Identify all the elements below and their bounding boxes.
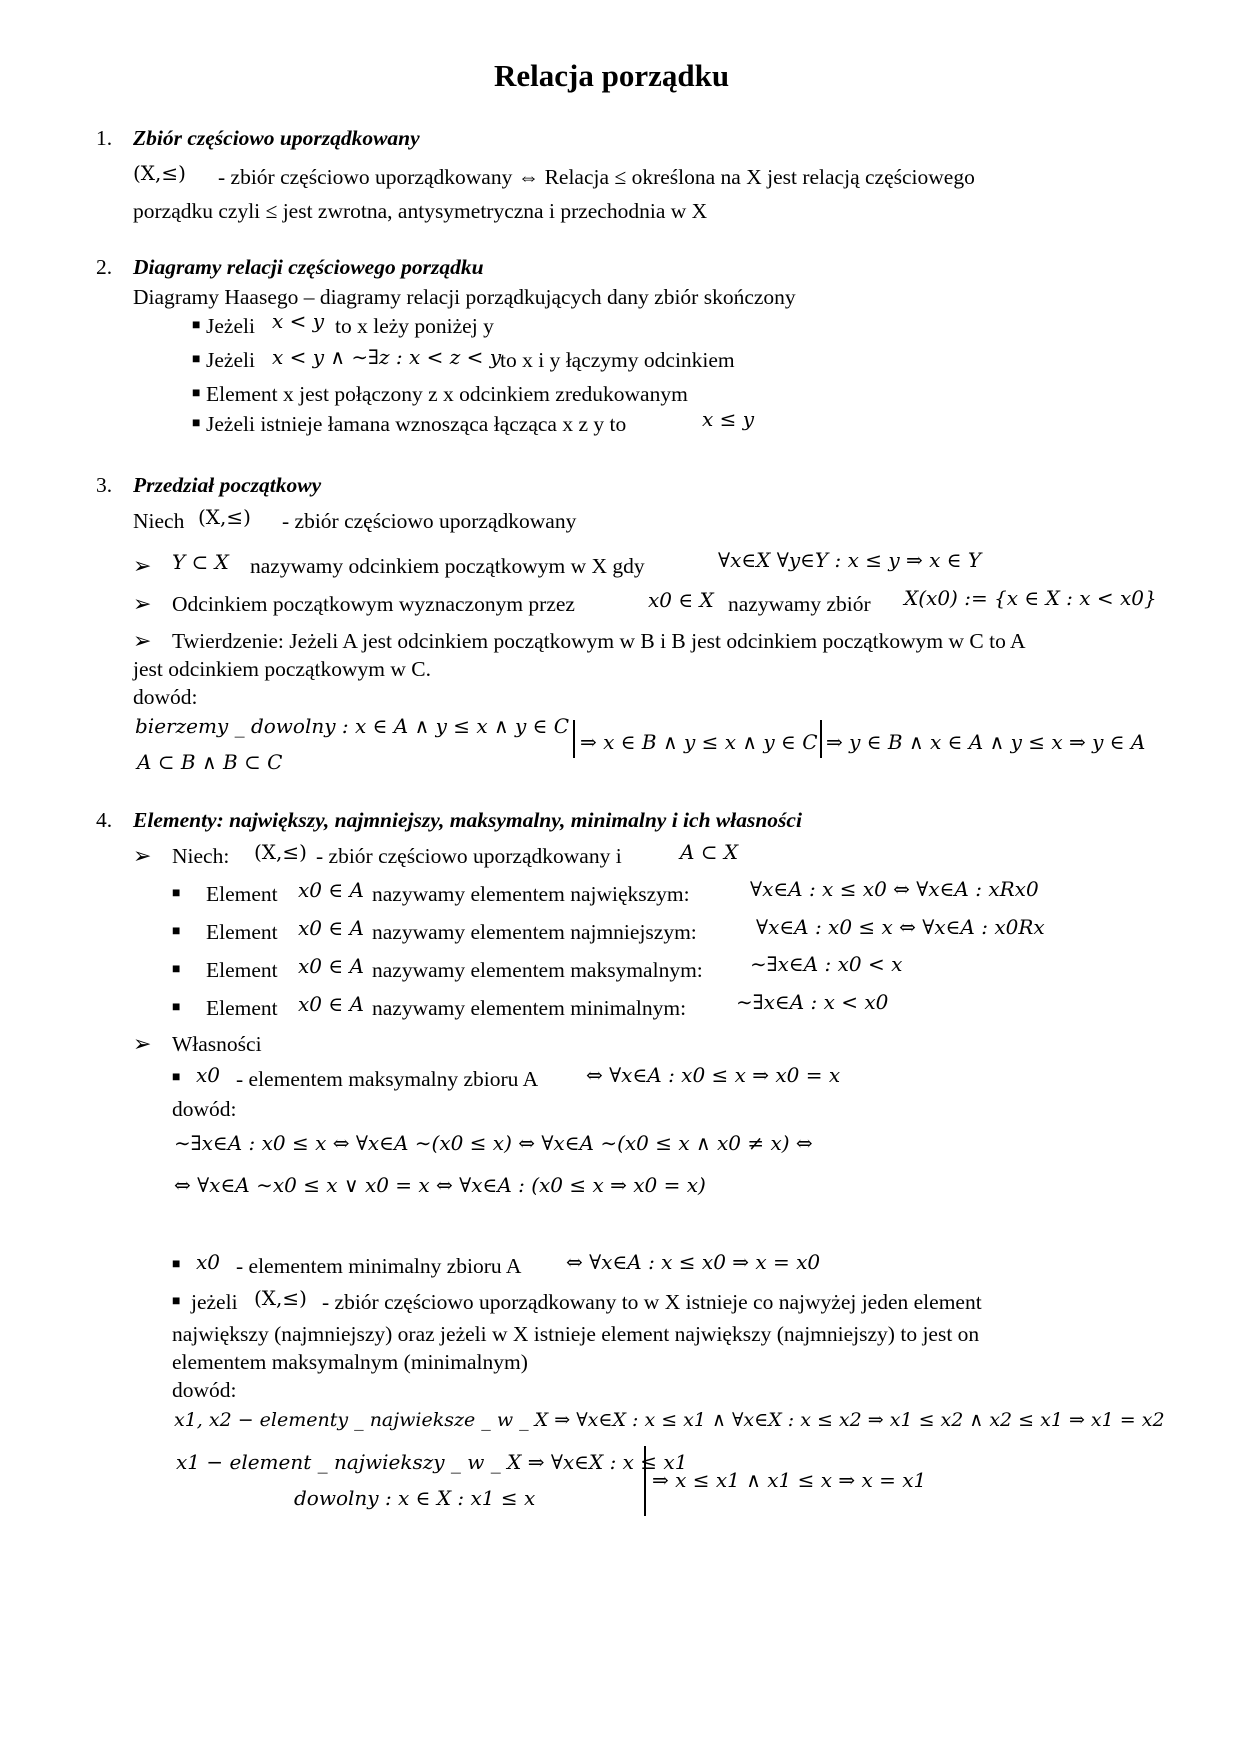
- s4-p3-line-1: - zbiór częściowo uporządkowany to w X istnieje co najwyżej jeden element: [322, 1290, 982, 1314]
- bullet-square-icon: ■: [172, 886, 181, 901]
- s4-e1-math-1: x0 ∈ A: [298, 878, 364, 902]
- s4-p3-proof-line-3: dowolny : x ∈ X : x1 ≤ x: [294, 1486, 536, 1510]
- page-title: Relacja porządku: [494, 58, 730, 93]
- s4-p3-line-2: największy (najmniejszy) oraz jeżeli w X istnieje element największy (najmniejszy) to jest on: [172, 1322, 980, 1346]
- s4-niech-math: A ⊂ X: [680, 840, 739, 864]
- section-4-number: 4.: [96, 808, 113, 832]
- s4-p1-proof-line-2: ⇔ ∀x∈A ∼x0 ≤ x ∨ x0 = x ⇔ ∀x∈A : (x0 ≤ x ⇒ x0 = x): [174, 1173, 706, 1197]
- s2-bullet-2-pre: Jeżeli: [206, 348, 255, 372]
- s4-e3-math-1: x0 ∈ A: [298, 954, 364, 978]
- s3-a2-text-1: Odcinkiem początkowym wyznaczonym przez: [172, 592, 575, 616]
- s4-p3-proof-right: ⇒ x ≤ x1 ∧ x1 ≤ x ⇒ x = x1: [652, 1468, 927, 1492]
- arrow-bullet-icon: ➢: [133, 1031, 152, 1056]
- s4-niech-math-poset: (X,≤): [254, 840, 307, 864]
- s3-proof-line-1: bierzemy _ dowolny : x ∈ A ∧ y ≤ x ∧ y ∈ C: [135, 714, 570, 738]
- s4-niech-mid: - zbiór częściowo uporządkowany i: [316, 844, 622, 868]
- s3-intro-pre: Niech: [133, 509, 185, 533]
- s4-p1-proof-line-1: ∼∃x∈A : x0 ≤ x ⇔ ∀x∈A ∼(x0 ≤ x) ⇔ ∀x∈A ∼(x0 ≤ x ∧ x0 ≠ x) ⇔: [174, 1131, 813, 1155]
- s4-p3-pre: jeżeli: [191, 1290, 238, 1314]
- s4-p2-text: - elementem minimalny zbioru A: [236, 1254, 522, 1278]
- bullet-square-icon: ■: [192, 386, 201, 401]
- s3-intro-math: (X,≤): [198, 505, 251, 529]
- section-1-heading: Zbiór częściowo uporządkowany: [133, 126, 420, 150]
- s4-e3-text: nazywamy elementem maksymalnym:: [372, 958, 703, 982]
- bullet-square-icon: ■: [172, 962, 181, 977]
- s3-a1-math-2: ∀x∈X ∀y∈Y : x ≤ y ⇒ x ∈ Y: [718, 548, 982, 572]
- s4-p1-text: - elementem maksymalny zbioru A: [236, 1067, 539, 1091]
- s1-math-poset: (X,≤): [133, 161, 186, 185]
- s4-e4-math-1: x0 ∈ A: [298, 992, 364, 1016]
- proof-bracket-right: [820, 720, 822, 758]
- s4-p3-line-3: elementem maksymalnym (minimalnym): [172, 1350, 528, 1374]
- s4-niech-pre: Niech:: [172, 844, 230, 868]
- s3-theorem-line-1: Twierdzenie: Jeżeli A jest odcinkiem początkowym w B i B jest odcinkiem początkowym w C to A: [172, 629, 1026, 653]
- bullet-square-icon: ■: [192, 416, 201, 431]
- arrow-bullet-icon: ➢: [133, 628, 152, 653]
- s4-e2-math-2: ∀x∈A : x0 ≤ x ⇔ ∀x∈A : x0Rx: [756, 915, 1045, 939]
- s4-e4-word: Element: [206, 996, 278, 1020]
- s2-bullet-1-pre: Jeżeli: [206, 314, 255, 338]
- s3-a2-text-2: nazywamy zbiór: [728, 592, 871, 616]
- s4-e2-text: nazywamy elementem najmniejszym:: [372, 920, 697, 944]
- s4-e1-text: nazywamy elementem największym:: [372, 882, 690, 906]
- s2-bullet-1-math: x < y: [272, 309, 325, 333]
- s2-bullet-4-pre: Jeżeli istnieje łamana wznosząca łącząca x z y to: [206, 412, 627, 436]
- s4-e3-word: Element: [206, 958, 278, 982]
- s3-theorem-line-2: jest odcinkiem początkowym w C.: [133, 657, 431, 681]
- s3-a1-text: nazywamy odcinkiem początkowym w X gdy: [250, 554, 645, 578]
- s4-p3-proof-line-1: x1, x2 − elementy _ najwieksze _ w _ X ⇒ ∀x∈X : x ≤ x1 ∧ ∀x∈X : x ≤ x2 ⇒ x1 ≤ x2 ∧ x2 ≤ x1 ⇒ x1 = x2: [174, 1409, 1165, 1431]
- section-3-number: 3.: [96, 473, 113, 497]
- s2-bullet-2-post: to x i y łączymy odcinkiem: [500, 348, 735, 372]
- s4-p3-proof-line-2: x1 − element _ najwiekszy _ w _ X ⇒ ∀x∈X : x ≤ x1: [176, 1450, 688, 1474]
- s4-e2-math-1: x0 ∈ A: [298, 916, 364, 940]
- bullet-square-icon: ■: [192, 318, 201, 333]
- s4-p2-x0: x0: [196, 1250, 221, 1274]
- s2-bullet-3: Element x jest połączony z x odcinkiem zredukowanym: [206, 382, 688, 406]
- section-1-number: 1.: [96, 126, 113, 150]
- s2-bullet-4-math: x ≤ y: [702, 407, 755, 431]
- section-2-number: 2.: [96, 255, 113, 279]
- bullet-square-icon: ■: [172, 1070, 181, 1085]
- s4-p1-proof-label: dowód:: [172, 1097, 237, 1121]
- s4-p3-proof-label: dowód:: [172, 1378, 237, 1402]
- s2-bullet-2-math: x < y ∧ ∼∃z : x < z < y: [272, 345, 502, 369]
- s3-proof-right-2: ⇒ y ∈ B ∧ x ∈ A ∧ y ≤ x ⇒ y ∈ A: [826, 730, 1146, 754]
- s3-proof-label: dowód:: [133, 685, 198, 709]
- s4-e4-text: nazywamy elementem minimalnym:: [372, 996, 687, 1020]
- s3-a2-math-1: x0 ∈ X: [648, 588, 714, 612]
- s2-intro: Diagramy Haasego – diagramy relacji porządkujących dany zbiór skończony: [133, 285, 796, 309]
- s4-properties-label: Własności: [172, 1032, 262, 1056]
- arrow-bullet-icon: ➢: [133, 843, 152, 868]
- s4-p1-math: ⇔ ∀x∈A : x0 ≤ x ⇒ x0 = x: [586, 1063, 841, 1087]
- s4-p3-math-poset: (X,≤): [254, 1286, 307, 1310]
- arrow-bullet-icon: ➢: [133, 553, 152, 578]
- section-4-heading: Elementy: największy, najmniejszy, maksymalny, minimalny i ich własności: [133, 808, 802, 832]
- s1-definition-line-2: porządku czyli ≤ jest zwrotna, antysymetryczna i przechodnia w X: [133, 199, 708, 223]
- section-2-heading: Diagramy relacji częściowego porządku: [133, 255, 484, 279]
- bullet-square-icon: ■: [172, 1257, 181, 1272]
- s3-proof-line-2: A ⊂ B ∧ B ⊂ C: [137, 750, 283, 774]
- s4-e2-word: Element: [206, 920, 278, 944]
- bullet-square-icon: ■: [172, 1294, 181, 1309]
- s4-e4-math-2: ∼∃x∈A : x < x0: [736, 990, 889, 1014]
- bullet-square-icon: ■: [172, 924, 181, 939]
- s3-a2-math-2: X(x0) := {x ∈ X : x < x0}: [904, 586, 1157, 610]
- proof-bracket: [644, 1446, 646, 1516]
- s4-e1-word: Element: [206, 882, 278, 906]
- s2-bullet-1-post: to x leży poniżej y: [335, 314, 494, 338]
- bullet-square-icon: ■: [192, 352, 201, 367]
- s4-e3-math-2: ∼∃x∈A : x0 < x: [750, 952, 903, 976]
- s3-proof-right-1: ⇒ x ∈ B ∧ y ≤ x ∧ y ∈ C: [580, 730, 818, 754]
- proof-bracket-left: [573, 720, 575, 758]
- s4-p2-math: ⇔ ∀x∈A : x ≤ x0 ⇒ x = x0: [566, 1250, 821, 1274]
- s3-a1-math-1: Y ⊂ X: [172, 550, 229, 574]
- s3-intro-post: - zbiór częściowo uporządkowany: [282, 509, 577, 533]
- section-3-heading: Przedział początkowy: [133, 473, 322, 497]
- s1-definition-line-1: - zbiór częściowo uporządkowany ⇔ Relacja ≤ określona na X jest relacją częściowego: [218, 165, 975, 189]
- arrow-bullet-icon: ➢: [133, 591, 152, 616]
- bullet-square-icon: ■: [172, 1000, 181, 1015]
- s4-p1-x0: x0: [196, 1063, 221, 1087]
- s4-e1-math-2: ∀x∈A : x ≤ x0 ⇔ ∀x∈A : xRx0: [750, 877, 1039, 901]
